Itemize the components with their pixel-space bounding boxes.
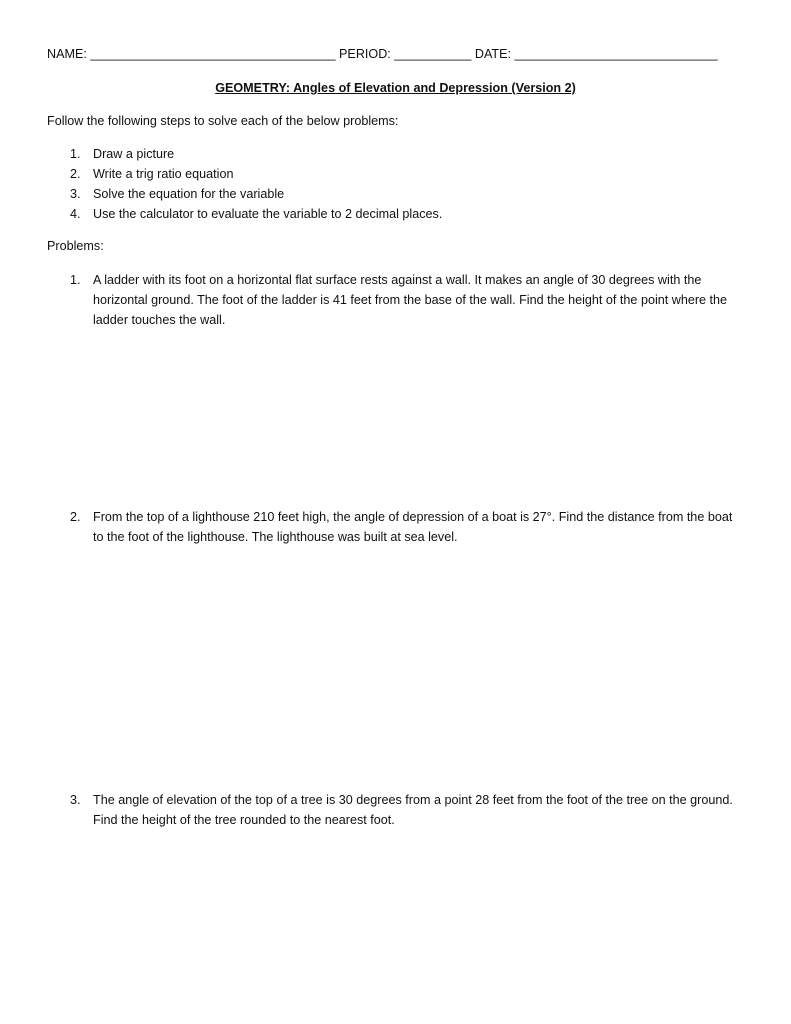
step-text: Write a trig ratio equation <box>93 167 234 181</box>
problem-text: From the top of a lighthouse 210 feet high, the angle of depression of a boat is 27°. Find the distance from the boat to the foot of the lighthouse. The lighthouse was built at sea level. <box>93 510 733 544</box>
instructions-intro: Follow the following steps to solve each of the below problems: <box>47 114 399 128</box>
step-number: 2. <box>70 167 81 181</box>
list-item <box>0 146 791 162</box>
problem-number: 3. <box>70 793 81 807</box>
problem-text: A ladder with its foot on a horizontal flat surface rests against a wall. It makes an angle of 30 degrees with the horizontal ground. The foot of the ladder is 41 feet from the base of the wall. Find the height of the point where the ladder touches the wall. <box>93 273 728 327</box>
list-item <box>0 206 791 222</box>
worksheet-title: GEOMETRY: Angles of Elevation and Depression (Version 2) <box>215 81 576 95</box>
step-text: Draw a picture <box>93 147 175 161</box>
step-number: 1. <box>70 147 81 161</box>
step-number: 4. <box>70 207 81 221</box>
list-item <box>0 186 791 202</box>
list-item <box>0 166 791 182</box>
step-text: Solve the equation for the variable <box>93 187 285 201</box>
problem-number: 2. <box>70 510 81 524</box>
problem-number: 1. <box>70 273 81 287</box>
step-number: 3. <box>70 187 81 201</box>
problems-label: Problems: <box>47 239 104 253</box>
step-text: Use the calculator to evaluate the variable to 2 decimal places. <box>93 207 443 221</box>
header-fields: NAME: ___________________________________ PERIOD: ___________ DATE: _____________________________ <box>47 47 718 61</box>
problem-text: The angle of elevation of the top of a tree is 30 degrees from a point 28 feet from the foot of the tree on the ground. Find the height of the tree rounded to the nearest foot. <box>93 793 733 827</box>
